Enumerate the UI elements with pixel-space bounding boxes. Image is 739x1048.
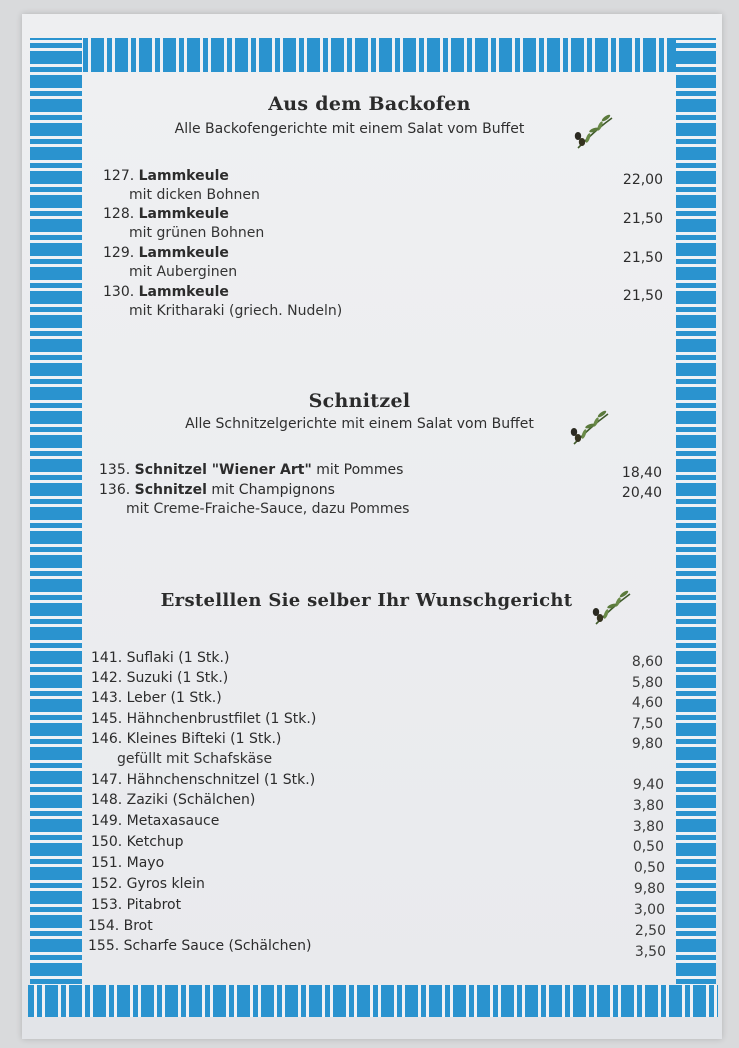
menu-item-145-price: 7,50 — [631, 716, 663, 732]
menu-item-127: 127. Lammkeule — [103, 168, 229, 184]
greek-key-border-left — [30, 38, 82, 1017]
menu-item-151-price: 0,50 — [633, 860, 665, 876]
menu-item-142-price: 5,80 — [631, 675, 663, 691]
menu-item-135-price: 18,40 — [621, 465, 662, 481]
menu-item-146-desc: gefüllt mit Schafskäse — [117, 751, 273, 767]
greek-key-border-bottom — [28, 985, 718, 1017]
menu-item-149-price: 3,80 — [632, 819, 664, 835]
menu-item-135: 135. Schnitzel "Wiener Art" mit Pommes — [99, 462, 404, 478]
section-title-backofen: Aus dem Backofen — [268, 93, 471, 115]
section-subtitle-schnitzel: Alle Schnitzelgerichte mit einem Salat vom Buffet — [185, 416, 534, 432]
section-title-wunschgericht: Erstelllen Sie selber Ihr Wunschgericht — [160, 590, 573, 611]
menu-item-128-desc: mit grünen Bohnen — [129, 225, 265, 241]
menu-item-130-price: 21,50 — [622, 288, 663, 304]
section-title-schnitzel: Schnitzel — [308, 390, 411, 412]
greek-key-border-right — [676, 38, 716, 1017]
menu-item-128-price: 21,50 — [622, 211, 663, 227]
menu-item-153-price: 3,00 — [633, 902, 665, 918]
menu-item-146: 146. Kleines Bifteki (1 Stk.) — [91, 731, 282, 747]
menu-item-130-desc: mit Kritharaki (griech. Nudeln) — [129, 303, 343, 319]
menu-item-155: 155. Scharfe Sauce (Schälchen) — [88, 938, 312, 954]
menu-item-148-price: 3,80 — [632, 798, 664, 814]
menu-item-136: 136. Schnitzel mit Champignons — [99, 482, 335, 498]
menu-item-154: 154. Brot — [88, 918, 153, 934]
menu-item-149: 149. Metaxasauce — [91, 813, 220, 829]
menu-item-136-price: 20,40 — [621, 485, 662, 501]
menu-item-129: 129. Lammkeule — [103, 245, 229, 261]
menu-item-152-price: 9,80 — [633, 881, 665, 897]
menu-item-128: 128. Lammkeule — [103, 206, 229, 222]
menu-item-153: 153. Pitabrot — [91, 897, 182, 913]
menu-item-145: 145. Hähnchenbrustfilet (1 Stk.) — [91, 711, 317, 727]
menu-item-147: 147. Hähnchenschnitzel (1 Stk.) — [91, 772, 316, 788]
greek-key-border-top — [50, 38, 710, 72]
menu-item-136-desc: mit Creme-Fraiche-Sauce, dazu Pommes — [126, 501, 410, 517]
menu-item-143: 143. Leber (1 Stk.) — [91, 690, 222, 706]
menu-item-150-price: 0,50 — [632, 839, 664, 855]
menu-item-154-price: 2,50 — [634, 923, 666, 939]
menu-item-151: 151. Mayo — [91, 855, 165, 871]
olive-branch-icon — [570, 112, 616, 152]
menu-item-152: 152. Gyros klein — [91, 876, 205, 892]
menu-item-148: 148. Zaziki (Schälchen) — [91, 792, 256, 808]
menu-item-130: 130. Lammkeule — [103, 284, 229, 300]
olive-branch-icon — [588, 588, 634, 628]
menu-item-127-desc: mit dicken Bohnen — [129, 187, 260, 203]
menu-item-147-price: 9,40 — [632, 777, 664, 793]
menu-item-143-price: 4,60 — [631, 695, 663, 711]
menu-item-155-price: 3,50 — [634, 944, 666, 960]
olive-branch-icon — [566, 408, 612, 448]
menu-item-129-price: 21,50 — [622, 250, 663, 266]
menu-item-127-price: 22,00 — [622, 172, 663, 188]
menu-item-141-price: 8,60 — [631, 654, 663, 670]
menu-item-129-desc: mit Auberginen — [129, 264, 238, 280]
menu-item-142: 142. Suzuki (1 Stk.) — [91, 670, 229, 686]
menu-item-150: 150. Ketchup — [91, 834, 184, 850]
menu-item-141: 141. Suflaki (1 Stk.) — [91, 650, 230, 666]
section-subtitle-backofen: Alle Backofengerichte mit einem Salat vom Buffet — [174, 121, 525, 137]
menu-item-146-price: 9,80 — [631, 736, 663, 752]
